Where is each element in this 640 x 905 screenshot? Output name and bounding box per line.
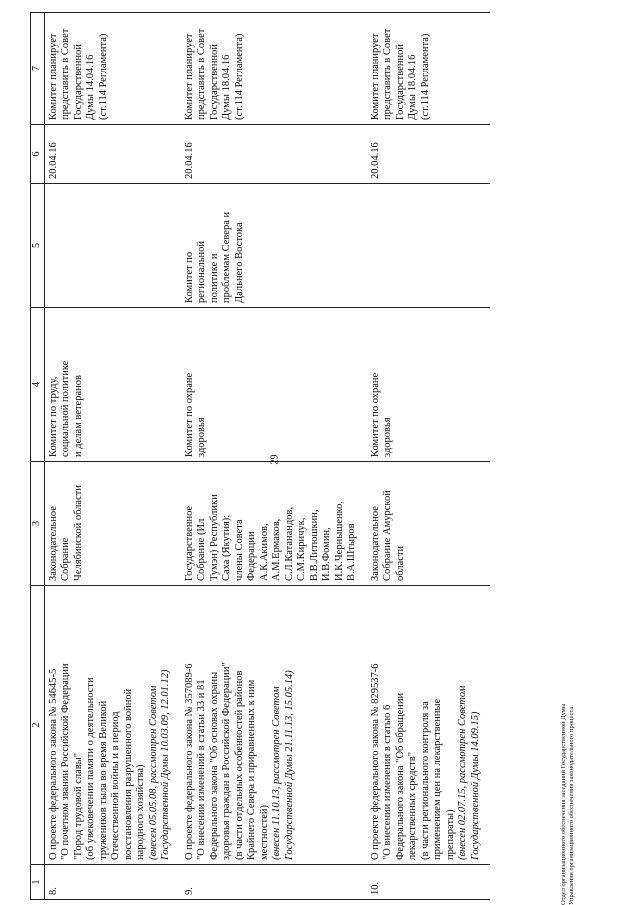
responsible-committee [367, 308, 491, 462]
bill-author-line: С.Л.Катанандов, [283, 506, 295, 581]
table-row [367, 13, 491, 900]
bill-title-line: О проекте федерального закона № 829537-6 [369, 663, 381, 860]
bill-title-line: "О внесении изменения в статью 6 [382, 704, 393, 860]
column-header-5: 5 [31, 184, 45, 308]
column-header-2: 2 [31, 586, 45, 865]
bill-author-line: Собрание [60, 537, 71, 581]
responsible-committee-line: Комитет по охране [183, 372, 195, 457]
bill-title-line: "О почетном звании Российской Федерации [60, 663, 71, 860]
responsible-committee [181, 308, 367, 462]
bill-title-note-line: (внесен 05.05.08, рассмотрен Советом [147, 685, 159, 860]
bill-title-line: препараты) [444, 809, 456, 860]
footer-line: Отдел организационного обеспечения заседаний Государственной Думы [560, 703, 567, 905]
bill-author-line: Собрание Амурской [382, 490, 393, 581]
plan-note-line: (ст.114 Регламента) [233, 33, 245, 120]
plan-note [181, 13, 367, 125]
page-number: 29 [269, 454, 281, 465]
plan-note-line: Комитет планирует [47, 33, 59, 120]
plan-note-line: (ст.114 Регламента) [97, 33, 109, 120]
plan-note-line: Государственной [394, 44, 406, 120]
bill-title-line: тружеников тыла во время Великой [97, 700, 109, 860]
co-committee-line: политике и [208, 253, 220, 303]
agenda-table [30, 12, 490, 900]
bill-author-line: Государственное [183, 505, 195, 581]
co-committee [181, 184, 367, 308]
bill-author [367, 462, 491, 586]
co-committee-line: региональной [196, 241, 207, 303]
plan-note-line: представить в Совет [382, 28, 393, 120]
plan-note-line: представить в Совет [60, 28, 71, 120]
plan-note-line: Думы 14.04.16 [85, 54, 96, 120]
responsible-committee-line: Комитет по охране [369, 372, 381, 457]
plan-note-line: Комитет планирует [183, 33, 195, 120]
bill-author-line: Законодательное [369, 506, 381, 581]
bill-title-line: "Город трудовой славы" [72, 752, 84, 860]
plan-note-line: Государственной [208, 44, 220, 120]
bill-author-line: А.М.Ермаков, [271, 518, 282, 581]
bill-title [181, 586, 367, 865]
bill-title-note-line: Государственной Думы 10.03.09, 12.01.12) [160, 669, 171, 860]
bill-author-line: А.К.Акимов, [258, 523, 270, 581]
table-row [44, 13, 181, 900]
bill-author [181, 462, 367, 586]
bill-author-line: В.А.Штыров [346, 523, 357, 581]
bill-title-line: Федерального закона "Об основах охраны [208, 671, 220, 860]
bill-title-line: местностей) [258, 805, 270, 860]
co-committee-line: проблемам Севера и [221, 211, 232, 303]
row-number: 8. [44, 865, 181, 900]
column-header-6: 6 [31, 125, 45, 184]
bill-title-note-line: Государственной Думы 21.11.13, 15.05.14) [283, 670, 295, 860]
responsible-committee-line: Комитет по труду, [47, 376, 59, 457]
bill-author-line: Тумэн) Республики [208, 494, 220, 581]
footer-note [560, 575, 576, 905]
co-committee [44, 184, 181, 308]
plan-note-line: (ст.114 Регламента) [419, 33, 431, 120]
review-date: 20.04.16 [367, 125, 491, 184]
bill-author-line: Челябинской области [72, 485, 84, 581]
bill-title-note-line: Государственной Думы 14.09.15) [469, 711, 481, 860]
bill-title-line: (в части отдельных особенностей районов [233, 670, 245, 860]
plan-note-line: Комитет планирует [369, 33, 381, 120]
bill-title-line: О проекте федерального закона № 54645-5 [47, 668, 59, 860]
plan-note-line: Государственной [72, 44, 84, 120]
column-header-1: 1 [31, 865, 45, 900]
bill-author-line: члены Совета [233, 519, 245, 581]
bill-title [367, 586, 491, 865]
plan-note-line: Думы 18.04.16 [221, 54, 232, 120]
header-row [31, 13, 45, 900]
bill-author-line: Законодательное [47, 506, 59, 581]
bill-author-line: Собрание (Ил [196, 518, 207, 581]
row-number: 10. [367, 865, 491, 900]
co-committee-line: Дальнего Востока [233, 222, 245, 303]
bill-title [44, 586, 181, 865]
co-committee-line: Комитет по [183, 251, 195, 303]
bill-title-line: лекарственных средств" [407, 752, 418, 860]
row-number: 9. [181, 865, 367, 900]
review-date: 20.04.16 [181, 125, 367, 184]
footer-line: Управления организационного обеспечения законодательного процесса [568, 706, 575, 905]
bill-title-note-line: (внесен 11.10.13, рассмотрен Советом [271, 686, 282, 860]
co-committee [367, 184, 491, 308]
responsible-committee [44, 308, 181, 462]
plan-note [367, 13, 491, 125]
bill-title-line: О проекте федерального закона № 357089-6 [183, 663, 195, 860]
column-header-4: 4 [31, 308, 45, 462]
bill-title-line: Крайнего Севера и приравненных к ним [246, 679, 257, 860]
bill-author-line: И.В.Фомин, [321, 527, 332, 581]
bill-title-line: (об увековечении памяти о деятельности [85, 677, 96, 860]
bill-author-line: области [394, 545, 406, 581]
plan-note-line: представить в Совет [196, 28, 207, 120]
bill-title-line: здоровья граждан в Российской Федерации" [221, 662, 232, 860]
column-header-3: 3 [31, 462, 45, 586]
responsible-committee-line: социальной политике [60, 360, 71, 457]
bill-author [44, 462, 181, 586]
plan-note [44, 13, 181, 125]
bill-author-line: И.К.Чернышенко, [333, 500, 345, 581]
bill-title-note-line: (внесен 02.07.15, рассмотрен Советом [457, 685, 468, 860]
bill-author-line: Саха (Якутия); [221, 514, 232, 581]
responsible-committee-line: здоровья [196, 417, 207, 457]
bill-title-line: восстановления разрушенного войной [122, 688, 134, 860]
agenda-table-sheet [30, 12, 560, 900]
column-header-7: 7 [31, 13, 45, 125]
bill-author-line: Федерации [246, 531, 257, 581]
bill-title-line: народного хозяйства) [135, 764, 146, 860]
table-row [181, 13, 367, 900]
bill-title-line: Федерального закона "Об обращении [394, 692, 406, 860]
responsible-committee-line: здоровья [382, 417, 393, 457]
review-date: 20.04.16 [44, 125, 181, 184]
plan-note-line: Думы 18.04.16 [407, 54, 418, 120]
bill-title-line: применением цен на лекарственные [432, 698, 443, 860]
responsible-committee-line: и делам ветеранов [72, 375, 84, 457]
bill-author-line: С.М.Киричук, [296, 517, 307, 581]
bill-title-line: (в части регионального контроля за [419, 701, 431, 860]
bill-title-line: Отечественной войны и в период [110, 711, 121, 860]
bill-title-line: "О внесении изменений в статьи 33 и 81 [196, 679, 207, 860]
bill-author-line: В.В.Литюшкин, [308, 509, 320, 581]
